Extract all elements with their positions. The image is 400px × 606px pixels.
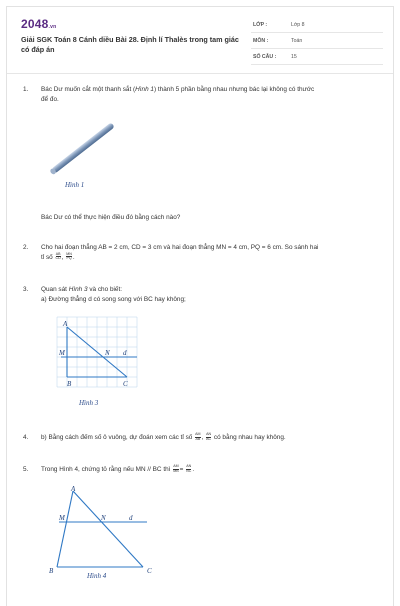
document-title: Giải SGK Toán 8 Cánh diều Bài 28. Định lí Thalès trong tam giác có đáp án <box>21 35 239 54</box>
question-text <box>41 85 381 104</box>
question-text-part: tỉ số <box>41 253 53 261</box>
separator: , <box>61 253 64 261</box>
figure-4-caption: Hình 4 <box>87 572 107 580</box>
question-text-part: ) thành 5 phần bằng nhau nhưng bác lại không có thước <box>154 86 315 93</box>
question-2 <box>23 243 383 265</box>
meta-key-class: LỚP : <box>253 22 268 28</box>
site-logo[interactable] <box>21 17 56 31</box>
question-4 <box>23 433 383 445</box>
figure-reference: Hình 1 <box>135 86 154 93</box>
question-number: 1. <box>23 86 29 93</box>
figure-3-grid <box>53 313 141 397</box>
fraction-denominator: NC <box>186 468 192 473</box>
fraction-numerator: AM <box>195 432 201 437</box>
separator: , <box>201 434 204 441</box>
fraction-numerator: AN <box>206 432 212 437</box>
question-text-part: và cho biết: <box>87 286 123 293</box>
meta-value-subject: Toán <box>291 38 303 44</box>
question-number: 3. <box>23 286 29 293</box>
fraction-denominator: AB <box>195 436 201 441</box>
fraction-an-ac <box>206 433 211 442</box>
fraction-an-nc <box>186 465 191 474</box>
meta-row-count <box>251 49 383 65</box>
end-mark: . <box>192 466 195 473</box>
fraction-denominator: MB <box>173 468 179 473</box>
meta-key-subject: MÔN : <box>253 38 269 44</box>
figure-1-caption: Hình 1 <box>65 181 85 189</box>
point-m-label: M <box>59 349 65 357</box>
question-text <box>41 243 386 262</box>
point-b-label: B <box>67 380 72 388</box>
question-number: 4. <box>23 434 29 441</box>
point-n-label: N <box>105 349 110 357</box>
point-c-label: C <box>147 567 152 575</box>
fraction-numerator: AB <box>55 251 61 256</box>
meta-row-subject <box>251 33 383 49</box>
fraction-numerator: MN <box>66 251 72 256</box>
figure-3-caption: Hình 3 <box>79 399 99 407</box>
fraction-mn-pq <box>66 253 72 262</box>
fraction-numerator: AM <box>173 464 179 469</box>
point-m-label: M <box>59 514 65 522</box>
end-mark: . <box>72 253 75 261</box>
fraction-am-mb <box>173 465 178 474</box>
iron-bar-figure <box>43 115 123 181</box>
question-1-prompt: Bác Dư có thể thực hiện điều đó bằng cách nào? <box>41 214 181 221</box>
fraction-am-ab <box>195 433 200 442</box>
question-text-part: có bằng nhau hay không. <box>213 434 286 441</box>
document-page <box>6 6 394 606</box>
point-b-label: B <box>49 567 54 575</box>
fraction-ab-cd <box>56 253 61 262</box>
question-text <box>41 285 381 304</box>
point-n-label: N <box>101 514 106 522</box>
meta-value-count: 15 <box>291 54 297 60</box>
segment-ab <box>57 491 73 567</box>
line-d-label: d <box>123 349 127 357</box>
question-text-part: b) Bằng cách đếm số ô vuông, dự đoán xem các tỉ số <box>41 434 193 441</box>
logo-main: 2048 <box>21 17 49 31</box>
meta-table <box>251 17 383 65</box>
question-text-part: Bác Dư muốn cắt một thanh sắt ( <box>41 86 136 93</box>
question-number: 2. <box>23 244 29 251</box>
fraction-denominator: CD <box>55 256 61 261</box>
figure-4-triangle <box>43 485 163 577</box>
question-text <box>41 433 386 443</box>
point-a-label: A <box>71 485 76 493</box>
segment-ac <box>73 491 143 567</box>
document-header <box>7 7 393 73</box>
question-text-part: để đo. <box>41 95 59 103</box>
header-divider <box>7 73 393 74</box>
fraction-numerator: AN <box>186 464 192 469</box>
fraction-denominator: PQ <box>66 256 72 261</box>
question-text-part: Cho hai đoạn thẳng AB = 2 cm, CD = 3 cm và hai đoạn thẳng MN = 4 cm, PQ = 6 cm. So sánh hai <box>41 244 319 251</box>
meta-value-class: Lớp 8 <box>291 22 305 28</box>
line-d-label: d <box>129 514 133 522</box>
figure-reference: Hình 3 <box>68 286 88 293</box>
question-text-part: Quan sát <box>41 286 69 293</box>
equals-sign: = <box>179 466 184 473</box>
iron-bar-shape <box>51 122 115 174</box>
question-1 <box>23 85 383 105</box>
logo-suffix: .vn <box>48 24 57 30</box>
question-3 <box>23 285 383 307</box>
meta-row-class <box>251 17 383 33</box>
meta-key-count: SỐ CÂU : <box>253 54 277 60</box>
question-text <box>41 465 386 475</box>
question-5 <box>23 465 383 477</box>
point-c-label: C <box>123 380 128 388</box>
question-number: 5. <box>23 466 29 473</box>
question-text-part: a) Đường thẳng d có song song với BC hay không; <box>41 295 186 303</box>
fraction-denominator: AC <box>206 436 212 441</box>
point-a-label: A <box>63 320 68 328</box>
question-text-part: Trong Hình 4, chứng tỏ rằng nếu MN // BC thì <box>41 466 171 473</box>
